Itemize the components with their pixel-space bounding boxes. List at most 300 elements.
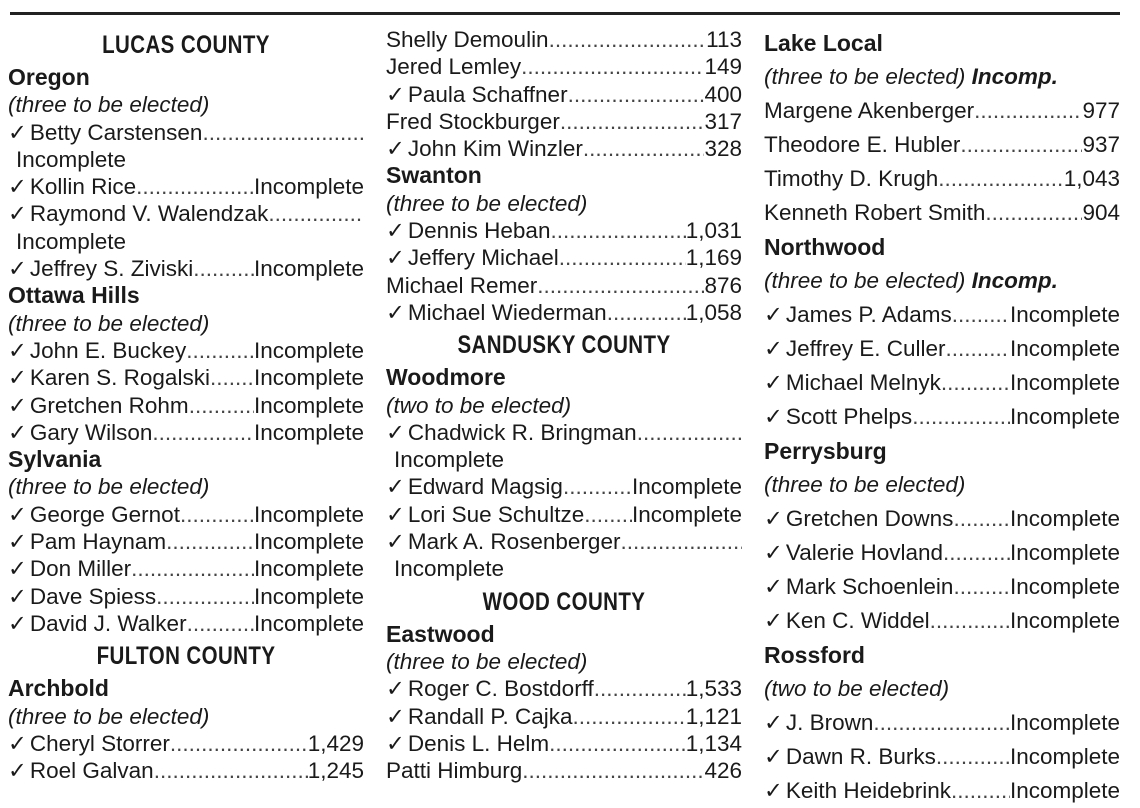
candidate-row <box>8 392 364 419</box>
check-mark-icon: ✓ <box>386 81 405 107</box>
leader-dots <box>268 200 364 227</box>
candidate-name-text: Lori Sue Schultze <box>407 501 585 527</box>
county-heading: SANDUSKY COUNTY <box>457 331 671 360</box>
leader-dots <box>573 703 686 730</box>
election-note <box>764 672 1120 706</box>
leader-dots <box>953 502 1010 536</box>
vote-total: 1,429 <box>307 730 364 756</box>
candidate-name <box>764 332 946 366</box>
vote-total: Incomplete <box>253 392 364 418</box>
candidate-name-text: Margene Akenberger <box>764 98 975 123</box>
leader-dots <box>946 332 1010 366</box>
candidate-name <box>8 173 136 200</box>
leader-dots <box>521 53 704 80</box>
check-mark-icon: ✓ <box>764 540 783 565</box>
candidate-name-text: Cheryl Storrer <box>29 730 170 756</box>
candidate-row <box>8 583 364 610</box>
vote-total: Incomplete <box>253 610 364 636</box>
candidate-name-text: Mark A. Rosenberger <box>407 529 621 555</box>
candidate-row <box>764 196 1120 230</box>
district-heading: Perrysburg <box>764 438 887 464</box>
check-mark-icon: ✓ <box>8 610 27 636</box>
candidate-name <box>386 272 537 299</box>
candidate-name-text: Ken C. Widdel <box>785 608 930 633</box>
candidate-row <box>764 162 1120 196</box>
candidate-name-text: Edward Magsig <box>407 474 563 500</box>
candidate-row <box>386 217 742 244</box>
vote-total: Incomplete <box>253 419 364 445</box>
check-mark-icon: ✓ <box>8 201 27 227</box>
vote-total: Incomplete <box>1009 506 1120 531</box>
candidate-name-text: J. Brown <box>785 710 874 735</box>
vote-total: Incomplete <box>253 174 364 200</box>
check-mark-icon: ✓ <box>386 136 405 162</box>
candidate-name <box>386 108 560 135</box>
leader-dots <box>522 757 704 784</box>
district-heading: Woodmore <box>386 364 506 391</box>
candidate-name <box>8 610 187 637</box>
candidate-name <box>8 119 202 146</box>
leader-dots <box>960 128 1082 162</box>
candidate-row <box>8 364 364 391</box>
candidate-name-text: Shelly Demoulin <box>386 27 549 52</box>
check-mark-icon: ✓ <box>764 336 783 361</box>
leader-dots <box>943 536 1010 570</box>
candidate-row <box>386 26 742 53</box>
candidate-row <box>386 730 742 757</box>
election-note-text: (two to be elected) <box>386 392 572 418</box>
election-note <box>764 264 1120 298</box>
leader-dots <box>941 366 1010 400</box>
leader-dots <box>549 730 686 757</box>
candidate-row <box>386 53 742 80</box>
candidate-row <box>764 332 1120 366</box>
check-mark-icon: ✓ <box>764 302 783 327</box>
check-mark-icon: ✓ <box>8 529 27 555</box>
election-note-text: (three to be elected) <box>386 648 588 674</box>
candidate-name-text: Denis L. Helm <box>407 730 550 756</box>
election-note <box>8 703 364 730</box>
candidate-name-text: Chadwick R. Bringman <box>407 419 637 445</box>
candidate-name <box>764 570 953 604</box>
candidate-row <box>8 173 364 200</box>
vote-total: Incomplete <box>631 474 742 500</box>
check-mark-icon: ✓ <box>8 392 27 418</box>
candidate-name-text: Jered Lemley <box>386 54 522 80</box>
leader-dots <box>953 570 1009 604</box>
candidate-name <box>764 740 936 774</box>
leader-dots <box>131 555 254 582</box>
leader-dots <box>559 244 686 271</box>
vote-total: Incomplete <box>631 501 742 527</box>
vote-total: Incomplete <box>253 365 364 391</box>
election-note-text: (three to be elected) <box>8 92 210 118</box>
candidate-name-text: Dawn R. Burks <box>785 744 936 769</box>
candidate-name-text: Keith Heidebrink <box>785 778 951 803</box>
candidate-row <box>386 703 742 730</box>
check-mark-icon: ✓ <box>386 218 405 244</box>
candidate-row <box>764 570 1120 604</box>
vote-total: 904 <box>1082 200 1120 225</box>
leader-dots <box>873 706 1010 740</box>
vote-total: 937 <box>1082 132 1120 157</box>
district-heading: Lake Local <box>764 30 883 56</box>
candidate-name-text: John E. Buckey <box>29 337 187 363</box>
top-rule <box>10 12 1120 15</box>
check-mark-icon: ✓ <box>764 744 783 769</box>
candidate-name <box>386 244 559 271</box>
candidate-row <box>8 419 364 446</box>
leader-dots <box>189 392 254 419</box>
vote-total: 1,058 <box>685 299 742 325</box>
candidate-row <box>386 419 742 446</box>
leader-dots <box>985 196 1082 230</box>
candidate-row <box>764 94 1120 128</box>
candidate-row <box>386 528 742 555</box>
vote-total: 149 <box>704 54 742 80</box>
district-heading: Sylvania <box>8 446 102 473</box>
vote-total: Incomplete <box>1009 574 1120 599</box>
leader-dots <box>180 501 254 528</box>
leader-dots <box>156 583 254 610</box>
candidate-name-text: Mark Schoenlein <box>785 574 954 599</box>
leader-dots <box>136 173 254 200</box>
candidate-name-text: Dennis Heban <box>407 218 551 244</box>
leader-dots <box>186 337 254 364</box>
candidate-name-text: Dave Spiess <box>29 583 157 609</box>
vote-total: 1,031 <box>685 218 742 244</box>
vote-total: 1,134 <box>685 730 742 756</box>
candidate-name <box>386 419 637 446</box>
check-mark-icon: ✓ <box>386 501 405 527</box>
candidate-row <box>386 473 742 500</box>
district-heading: Archbold <box>8 675 109 702</box>
vote-total: Incomplete <box>253 501 364 527</box>
candidate-name <box>8 392 189 419</box>
vote-total: Incomplete <box>1009 778 1120 803</box>
district-heading: Ottawa Hills <box>8 282 140 309</box>
vote-total: 1,245 <box>307 758 364 784</box>
election-note-text: (three to be elected) <box>8 310 210 336</box>
vote-total: 400 <box>704 81 742 107</box>
candidate-name-text: Michael Melnyk <box>785 370 941 395</box>
candidate-name-text: Michael Wiederman <box>407 299 607 325</box>
vote-total: Incomplete <box>1009 302 1120 327</box>
candidate-name-text: Betty Carstensen <box>29 119 203 145</box>
candidate-name-text: Gretchen Rohm <box>29 392 189 418</box>
candidate-row <box>8 255 364 282</box>
candidate-name <box>764 536 943 570</box>
candidate-name <box>8 528 166 555</box>
candidate-name <box>8 337 186 364</box>
column-2 <box>386 26 742 784</box>
check-mark-icon: ✓ <box>764 778 783 803</box>
candidate-name <box>8 364 210 391</box>
check-mark-icon: ✓ <box>386 299 405 325</box>
vote-total: Incomplete <box>16 228 127 254</box>
vote-total: 426 <box>704 758 742 784</box>
candidate-row <box>386 81 742 108</box>
column-3 <box>764 26 1120 808</box>
candidate-row <box>764 366 1120 400</box>
leader-dots <box>912 400 1010 434</box>
candidate-row <box>386 108 742 135</box>
check-mark-icon: ✓ <box>764 404 783 429</box>
check-mark-icon: ✓ <box>8 556 27 582</box>
check-mark-icon: ✓ <box>386 730 405 756</box>
check-mark-icon: ✓ <box>8 337 27 363</box>
leader-dots <box>166 528 254 555</box>
vote-total: 1,043 <box>1063 166 1120 191</box>
candidate-row <box>386 501 742 528</box>
candidate-name-text: Gretchen Downs <box>785 506 954 531</box>
check-mark-icon: ✓ <box>8 365 27 391</box>
candidate-row <box>764 128 1120 162</box>
election-note-text: (three to be elected) <box>386 190 588 216</box>
check-mark-icon: ✓ <box>386 703 405 729</box>
incomplete-flag: Incomp. <box>971 268 1058 293</box>
candidate-row <box>764 774 1120 808</box>
check-mark-icon: ✓ <box>8 501 27 527</box>
leader-dots <box>170 730 308 757</box>
county-heading: FULTON COUNTY <box>96 642 276 671</box>
candidate-name <box>764 162 938 196</box>
election-note <box>8 473 364 500</box>
district-heading: Eastwood <box>386 620 495 647</box>
check-mark-icon: ✓ <box>764 506 783 531</box>
candidate-name <box>764 706 873 740</box>
check-mark-icon: ✓ <box>8 119 27 145</box>
candidate-row <box>764 706 1120 740</box>
vote-total: Incomplete <box>394 556 505 582</box>
county-heading: WOOD COUNTY <box>482 587 646 616</box>
candidate-name-text: Michael Remer <box>386 272 538 298</box>
election-note <box>386 190 742 217</box>
leader-dots <box>187 610 254 637</box>
check-mark-icon: ✓ <box>386 474 405 500</box>
election-note <box>386 392 742 419</box>
vote-total: 1,121 <box>685 703 742 729</box>
candidate-row <box>8 528 364 555</box>
leader-dots <box>930 604 1010 638</box>
candidate-row <box>764 298 1120 332</box>
district-heading: Oregon <box>8 64 90 90</box>
leader-dots <box>210 364 254 391</box>
candidate-name <box>764 128 960 162</box>
candidate-name <box>8 555 131 582</box>
vote-total: Incomplete <box>1009 540 1120 565</box>
candidate-name-text: Timothy D. Krugh <box>764 166 939 191</box>
vote-total: Incomplete <box>1009 404 1120 429</box>
candidate-name <box>764 774 951 808</box>
candidate-name <box>764 196 985 230</box>
check-mark-icon: ✓ <box>764 574 783 599</box>
check-mark-icon: ✓ <box>8 174 27 200</box>
vote-total: Incomplete <box>253 583 364 609</box>
vote-total: Incomplete <box>16 146 127 172</box>
candidate-name-text: Fred Stockburger <box>386 108 560 134</box>
election-note-text: (three to be elected) <box>764 472 966 497</box>
district-heading: Northwood <box>764 234 886 260</box>
candidate-name <box>8 757 154 784</box>
check-mark-icon: ✓ <box>8 730 27 756</box>
leader-dots <box>584 501 632 528</box>
candidate-name-text: Gary Wilson <box>29 419 153 445</box>
vote-total: Incomplete <box>1009 744 1120 769</box>
check-mark-icon: ✓ <box>8 419 27 445</box>
candidate-row <box>386 299 742 326</box>
candidate-name-text: Theodore E. Hubler <box>764 132 961 157</box>
vote-total: Incomplete <box>1009 336 1120 361</box>
county-heading: LUCAS COUNTY <box>102 31 270 59</box>
district-heading: Swanton <box>386 162 482 189</box>
candidate-name <box>8 583 156 610</box>
candidate-row <box>386 272 742 299</box>
candidate-name <box>764 94 974 128</box>
vote-total: Incomplete <box>253 256 364 282</box>
leader-dots <box>563 473 632 500</box>
check-mark-icon: ✓ <box>8 758 27 784</box>
vote-total: 1,169 <box>685 245 742 271</box>
election-note-text: (two to be elected) <box>764 676 950 701</box>
leader-dots <box>938 162 1063 196</box>
candidate-name <box>386 757 522 784</box>
candidate-name <box>8 419 152 446</box>
candidate-name-text: Randall P. Cajka <box>407 703 573 729</box>
election-note <box>8 310 364 337</box>
candidate-row <box>8 501 364 528</box>
candidate-name-text: Roger C. Bostdorff <box>407 676 594 702</box>
candidate-name-text: Karen S. Rogalski <box>29 365 210 391</box>
candidate-name-text: James P. Adams <box>785 302 952 327</box>
election-note-text: (three to be elected) <box>764 268 966 293</box>
leader-dots <box>560 108 705 135</box>
candidate-row <box>764 604 1120 638</box>
leader-dots <box>537 272 704 299</box>
candidate-name <box>386 528 620 555</box>
check-mark-icon: ✓ <box>8 583 27 609</box>
candidate-row <box>8 610 364 637</box>
leader-dots <box>594 675 686 702</box>
candidate-name-text: David J. Walker <box>29 610 187 636</box>
incomplete-flag: Incomp. <box>971 64 1058 89</box>
leader-dots <box>952 298 1010 332</box>
election-note <box>8 91 364 118</box>
vote-total: 328 <box>704 136 742 162</box>
candidate-name <box>386 299 607 326</box>
check-mark-icon: ✓ <box>764 710 783 735</box>
candidate-name <box>386 217 550 244</box>
election-note <box>764 60 1120 94</box>
candidate-name-text: George Gernot <box>29 501 180 527</box>
vote-total: Incomplete <box>253 337 364 363</box>
leader-dots <box>951 774 1010 808</box>
election-note <box>386 648 742 675</box>
leader-dots <box>202 119 364 146</box>
candidate-name <box>764 366 941 400</box>
candidate-name-text: Jeffery Michael <box>407 245 559 271</box>
candidate-row <box>386 675 742 702</box>
candidate-name-text: Raymond V. Walendzak <box>29 201 269 227</box>
leader-dots <box>152 419 254 446</box>
vote-total: Incomplete <box>1009 370 1120 395</box>
candidate-row <box>764 740 1120 774</box>
candidate-name-text: Scott Phelps <box>785 404 913 429</box>
check-mark-icon: ✓ <box>386 529 405 555</box>
election-note-text: (three to be elected) <box>8 703 210 729</box>
election-note-text: (three to be elected) <box>764 64 966 89</box>
candidate-row <box>8 730 364 757</box>
candidate-name-text: Jeffrey E. Culler <box>785 336 946 361</box>
candidate-name <box>8 200 268 227</box>
candidate-name <box>764 298 952 332</box>
candidate-row <box>8 555 364 582</box>
vote-total: 317 <box>704 108 742 134</box>
candidate-name-text: Kollin Rice <box>29 174 137 200</box>
candidate-name <box>386 730 549 757</box>
candidate-row <box>764 400 1120 434</box>
election-note <box>764 468 1120 502</box>
leader-dots <box>974 94 1082 128</box>
vote-total: Incomplete <box>253 556 364 582</box>
candidate-name-text: Roel Galvan <box>29 758 154 784</box>
leader-dots <box>549 26 707 53</box>
candidate-name-text: Pam Haynam <box>29 529 167 555</box>
candidate-row <box>8 200 364 227</box>
candidate-name-text: John Kim Winzler <box>407 136 583 162</box>
candidate-row <box>764 502 1120 536</box>
candidate-row <box>8 337 364 364</box>
candidate-name <box>386 473 563 500</box>
candidate-row <box>386 244 742 271</box>
check-mark-icon: ✓ <box>386 419 405 445</box>
candidate-name <box>386 675 594 702</box>
district-heading: Rossford <box>764 642 865 668</box>
vote-total: Incomplete <box>394 447 505 473</box>
candidate-row <box>8 119 364 146</box>
column-1 <box>8 26 364 784</box>
candidate-row <box>764 536 1120 570</box>
candidate-name <box>8 730 170 757</box>
leader-dots <box>154 757 308 784</box>
vote-total: 1,533 <box>685 676 742 702</box>
candidate-name <box>386 501 584 528</box>
leader-dots <box>936 740 1010 774</box>
check-mark-icon: ✓ <box>764 608 783 633</box>
candidate-name-text: Patti Himburg <box>386 758 523 784</box>
check-mark-icon: ✓ <box>386 676 405 702</box>
leader-dots <box>193 255 254 282</box>
candidate-name <box>8 501 180 528</box>
vote-total: Incomplete <box>1009 710 1120 735</box>
leader-dots <box>550 217 685 244</box>
vote-total: 977 <box>1082 98 1120 123</box>
check-mark-icon: ✓ <box>764 370 783 395</box>
check-mark-icon: ✓ <box>386 245 405 271</box>
vote-total: 113 <box>706 27 742 52</box>
candidate-name <box>386 703 573 730</box>
leader-dots <box>568 81 705 108</box>
candidate-name <box>8 255 193 282</box>
candidate-name <box>386 135 583 162</box>
candidate-name <box>764 502 953 536</box>
candidate-name-text: Don Miller <box>29 556 132 582</box>
candidate-name-text: Kenneth Robert Smith <box>764 200 986 225</box>
candidate-name <box>386 53 521 80</box>
candidate-row <box>386 135 742 162</box>
candidate-name-text: Paula Schaffner <box>407 81 568 107</box>
candidate-name <box>386 81 568 108</box>
